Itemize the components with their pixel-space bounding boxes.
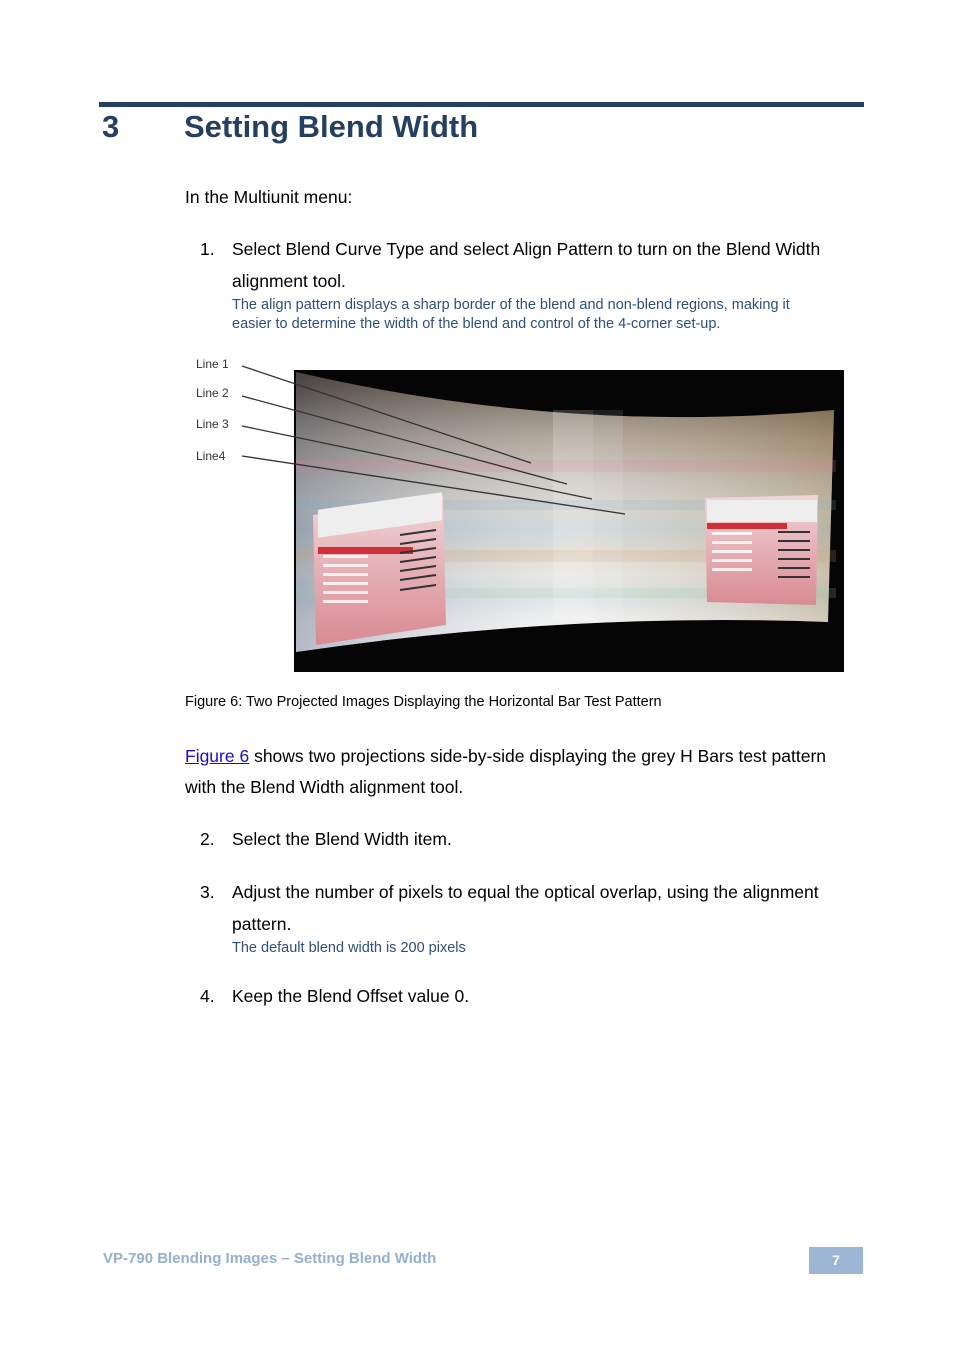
- figure-paragraph-cont: with the Blend Width alignment tool.: [185, 777, 464, 797]
- projection-photo: [188, 350, 848, 675]
- label-line-4: Line4: [196, 449, 226, 463]
- section-title: Setting Blend Width: [184, 109, 479, 144]
- line-labels: [196, 357, 229, 463]
- section-number: 3: [102, 109, 120, 144]
- step-1-text: Select Blend Curve Type and select Align Pattern to turn on the Blend Width: [232, 239, 821, 259]
- footer-title: VP-790 Blending Images – Setting Blend Width: [103, 1250, 437, 1267]
- step-2-text: Select the Blend Width item.: [232, 829, 452, 849]
- figure-projection-photo: [188, 350, 848, 675]
- label-line-1: Line 1: [196, 357, 229, 371]
- left-osd-menu: [313, 492, 446, 645]
- step-3-note: The default blend width is 200 pixels: [232, 940, 466, 956]
- heading-rule: [99, 102, 864, 107]
- figure-paragraph: [185, 741, 826, 772]
- step-1-note-cont: easier to determine the width of the blend and control of the 4-corner set-up.: [232, 316, 721, 332]
- step-3-number: 3.: [200, 882, 215, 902]
- figure-paragraph-text: shows two projections side-by-side displaying the grey H Bars test pattern: [249, 746, 827, 766]
- page-number: 7: [809, 1247, 863, 1274]
- intro-text: In the Multiunit menu:: [185, 187, 353, 207]
- label-line-2: Line 2: [196, 386, 229, 400]
- step-4-text: Keep the Blend Offset value 0.: [232, 986, 470, 1006]
- right-osd-menu: [705, 495, 818, 605]
- figure-6-link[interactable]: Figure 6: [185, 746, 250, 766]
- label-line-3: Line 3: [196, 417, 229, 431]
- step-1-text-cont: alignment tool.: [232, 271, 346, 291]
- step-1-note: The align pattern displays a sharp border of the blend and non-blend regions, making it: [232, 297, 790, 313]
- step-3-text: Adjust the number of pixels to equal the optical overlap, using the alignment: [232, 882, 819, 902]
- figure-caption: Figure 6: Two Projected Images Displaying the Horizontal Bar Test Pattern: [185, 694, 662, 710]
- step-4-number: 4.: [200, 986, 215, 1006]
- step-3-text-cont: pattern.: [232, 914, 292, 934]
- step-1-number: 1.: [200, 239, 215, 259]
- step-2-number: 2.: [200, 829, 215, 849]
